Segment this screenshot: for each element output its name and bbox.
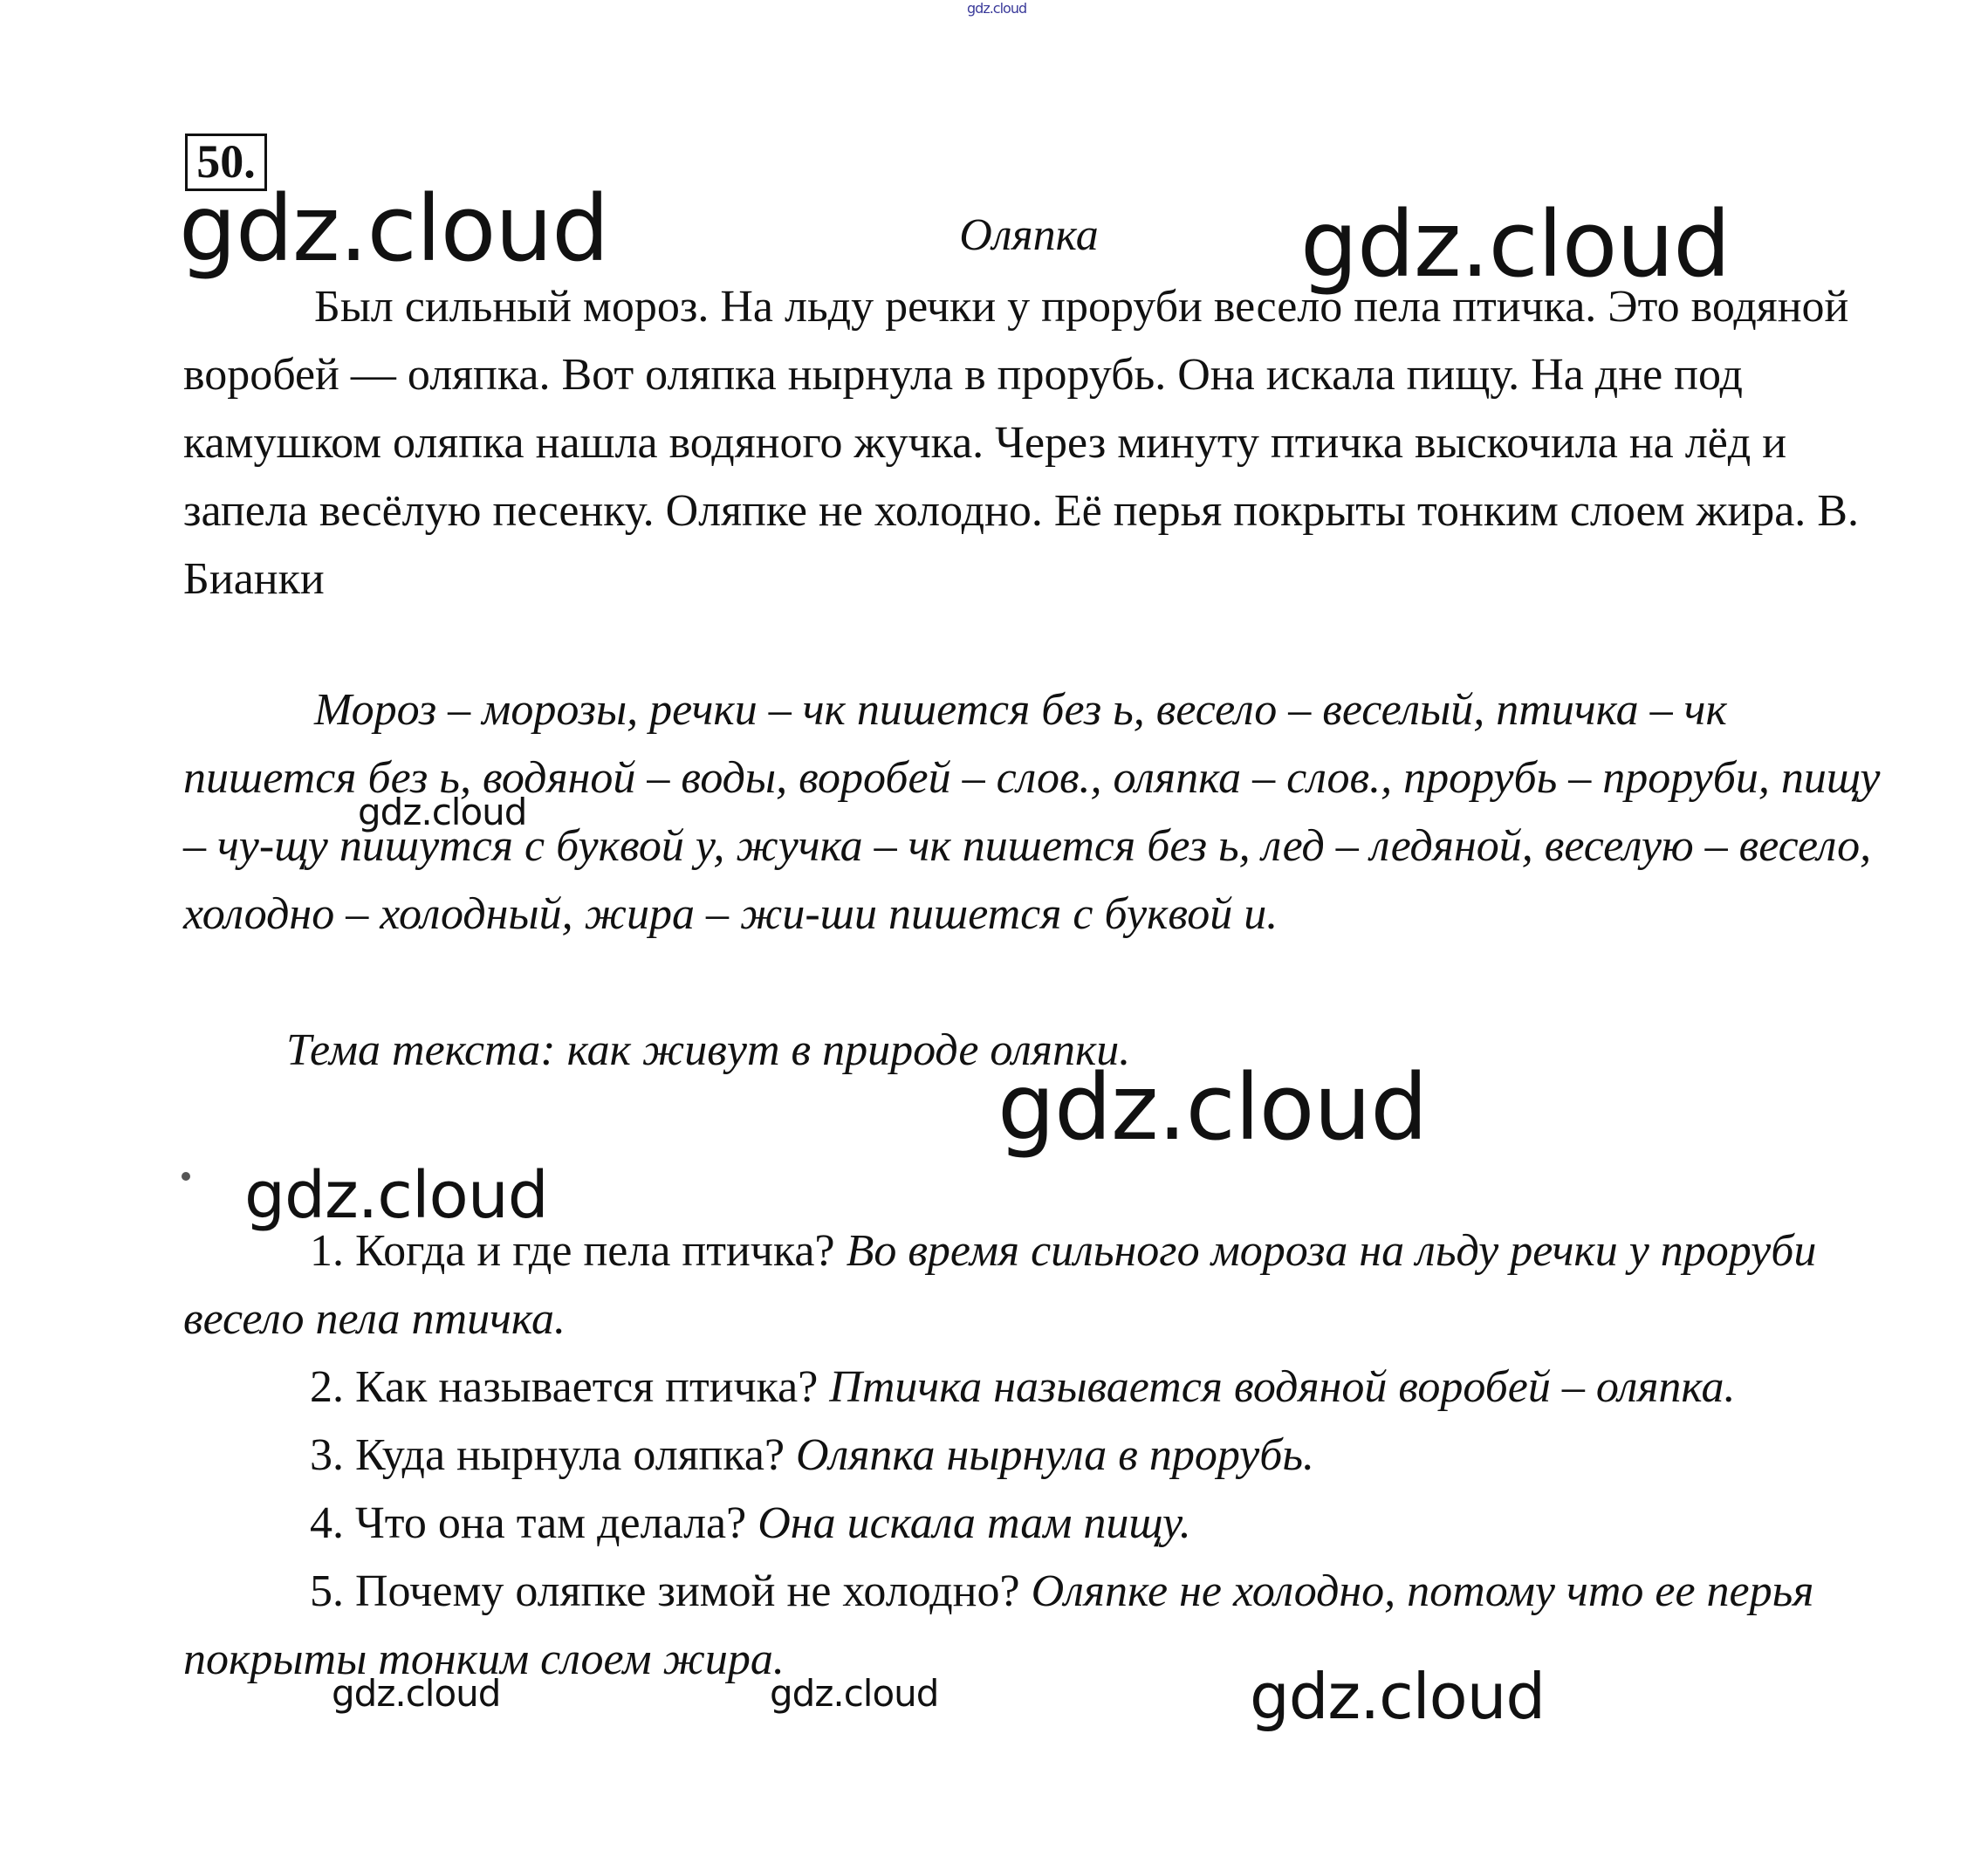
task-number: 50. [185, 134, 267, 191]
question-text: 2. Как называется птичка? [310, 1362, 819, 1412]
answer-text: Оляпке не холодно, потому что ее перья покрыты тонким слоем жира. [183, 1566, 1814, 1684]
answer-text: Она искала там пищу. [757, 1498, 1191, 1548]
watermark-logo: gdz.cloud [1250, 1660, 1546, 1733]
questions-list [183, 1217, 1885, 1694]
watermark-logo: gdz.cloud [179, 175, 609, 282]
watermark-logo: gdz.cloud [770, 1672, 939, 1715]
page-title: Оляпка [959, 210, 1099, 260]
story-text: Был сильный мороз. На льду речки у проруби весело пела птичка. Это водяной воробей — оляпка. Вот оляпка нырнула в прорубь. Она искала пищу. На дне под камушком оляпка нашла водяного жучка. Через минуту птичка выскочила на лёд и запела весёлую песенку. Оляпке не холодно. Её перья покрыты тонким слоем жира. В. Бианки [183, 282, 1859, 604]
question-item [183, 1353, 1885, 1422]
answer-text: Во время сильного мороза на льду речки у проруби весело пела птичка. [183, 1226, 1817, 1344]
question-text: 5. Почему оляпке зимой не холодно? [310, 1566, 1020, 1616]
question-text: 1. Когда и где пела птичка? [310, 1226, 835, 1276]
watermark-logo: gdz.cloud [358, 791, 527, 833]
text-theme: Тема текста: как живут в природе оляпки. [286, 1025, 1131, 1075]
watermark-logo: gdz.cloud [332, 1672, 501, 1715]
question-text: 4. Что она там делала? [310, 1498, 747, 1548]
answer-text: Оляпка нырнула в прорубь. [796, 1430, 1315, 1480]
bullet-icon [182, 1172, 190, 1181]
watermark-logo: gdz.cloud [244, 1158, 548, 1233]
question-item [183, 1422, 1885, 1490]
spelling-analysis: Мороз – морозы, речки – чк пишется без ь, весело – веселый, птичка – чк пишется без ь, водяной – воды, воробей – слов., оляпка – слов., прорубь – проруби, пищу – чу-щу пишутся с буквой у, жучка – чк пишется без ь, лед – ледяной, веселую – весело, холодно – холодный, жира – жи-ши пишется с буквой и. [183, 685, 1881, 939]
watermark-top-small: gdz.cloud [967, 0, 1027, 17]
question-text: 3. Куда нырнула оляпка? [310, 1430, 785, 1480]
question-item [183, 1217, 1885, 1353]
question-item [183, 1558, 1885, 1694]
watermark-logo: gdz.cloud [997, 1054, 1428, 1161]
question-item [183, 1490, 1885, 1558]
answer-text: Птичка называется водяной воробей – оляпка. [829, 1362, 1736, 1412]
watermark-logo: gdz.cloud [1300, 191, 1731, 298]
